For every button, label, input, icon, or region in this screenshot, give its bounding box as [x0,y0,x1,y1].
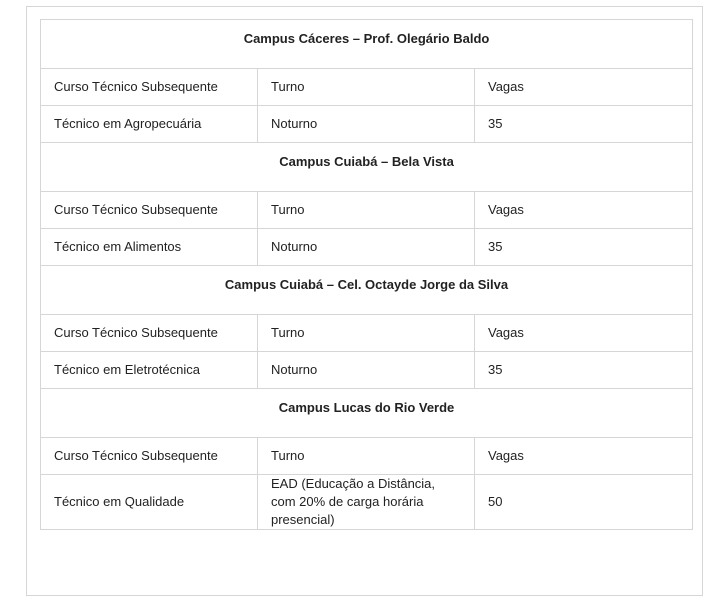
column-header-seats: Vagas [475,315,693,352]
table-header-row [41,192,693,229]
table-row [41,475,693,530]
column-header-course: Curso Técnico Subsequente [41,315,258,352]
column-header-course: Curso Técnico Subsequente [41,438,258,475]
column-header-shift: Turno [258,438,475,475]
column-header-seats: Vagas [475,69,693,106]
seats-cell: 50 [475,475,693,530]
shift-cell: Noturno [258,352,475,389]
campus-courses-table [40,19,693,530]
course-cell: Técnico em Agropecuária [41,106,258,143]
column-header-shift: Turno [258,69,475,106]
campus-title-row [41,143,693,192]
column-header-seats: Vagas [475,192,693,229]
campus-title: Campus Cuiabá – Bela Vista [41,143,693,192]
campus-title: Campus Cuiabá – Cel. Octayde Jorge da Silva [41,266,693,315]
course-cell: Técnico em Eletrotécnica [41,352,258,389]
column-header-seats: Vagas [475,438,693,475]
campus-title-row [41,389,693,438]
campus-title: Campus Lucas do Rio Verde [41,389,693,438]
column-header-shift: Turno [258,192,475,229]
table-row [41,229,693,266]
campus-title: Campus Cáceres – Prof. Olegário Baldo [41,20,693,69]
seats-cell: 35 [475,352,693,389]
shift-cell: Noturno [258,106,475,143]
table-header-row [41,69,693,106]
course-cell: Técnico em Qualidade [41,475,258,530]
seats-cell: 35 [475,106,693,143]
shift-cell: Noturno [258,229,475,266]
campus-title-row [41,20,693,69]
table-header-row [41,438,693,475]
column-header-course: Curso Técnico Subsequente [41,69,258,106]
table-row [41,106,693,143]
column-header-course: Curso Técnico Subsequente [41,192,258,229]
shift-cell: EAD (Educação a Distância, com 20% de carga horária presencial) [258,475,475,530]
table-row [41,352,693,389]
table-header-row [41,315,693,352]
course-cell: Técnico em Alimentos [41,229,258,266]
campus-title-row [41,266,693,315]
column-header-shift: Turno [258,315,475,352]
seats-cell: 35 [475,229,693,266]
